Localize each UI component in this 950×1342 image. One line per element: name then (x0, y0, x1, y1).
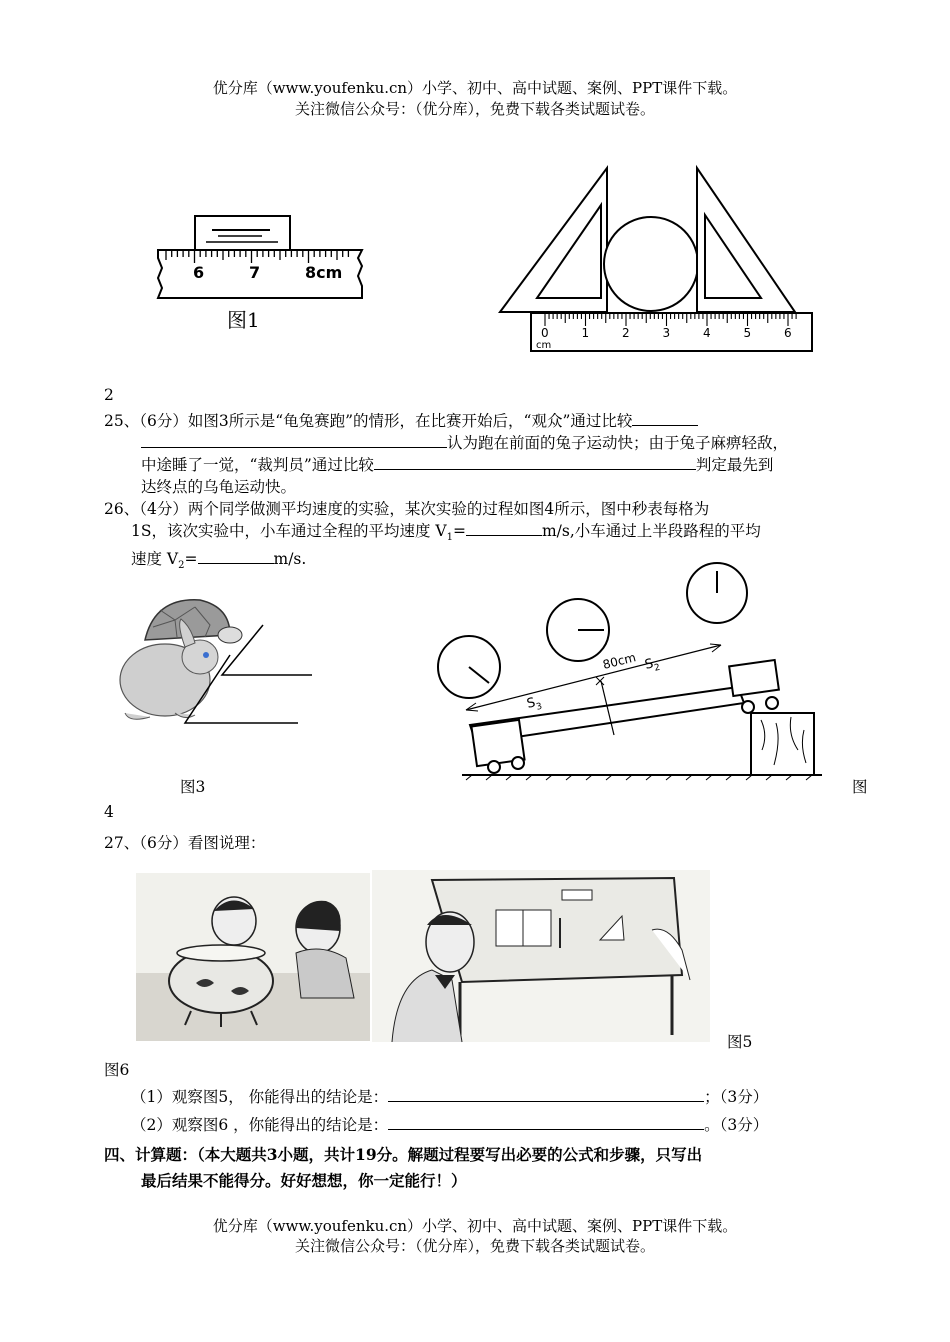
figure-3-tortoise-hare (115, 595, 325, 735)
ruler-label-0: 0 (541, 326, 549, 340)
q27-title: 27、（6分）看图说理： (104, 834, 266, 852)
q25-line-4: 达终点的乌龟运动快。 (141, 478, 297, 496)
s2-label: $S_2$ (643, 656, 662, 674)
cart-bottom (471, 720, 524, 773)
tick-label-6: 6 (193, 263, 205, 282)
figure-1-ruler (150, 210, 370, 335)
distance-label: 80cm (601, 650, 638, 672)
ruler-label-4: 4 (703, 326, 711, 340)
tick-label-7: 7 (249, 263, 261, 282)
circle (604, 217, 698, 311)
q27-blank-2[interactable] (388, 1129, 704, 1130)
stopwatch-3 (687, 563, 747, 623)
q25-line-1: 25、（6分）如图3所示是“龟兔赛跑”的情形，在比赛开始后，“观众”通过比较 (104, 410, 872, 432)
ruler-label-5: 5 (743, 326, 752, 340)
q27-item-1: （1）观察图5， 你能得出的结论是： ；（3分） (131, 1088, 769, 1106)
header-line-1: 优分库（www.youfenku.cn）小学、初中、高中试题、案例、PPT课件下载。 (212, 79, 738, 97)
q26-line-1: 26、（4分）两个同学做测平均速度的实验，某次实验的过程如图4所示，图中秒表每格为 (104, 500, 710, 518)
footer-line-2: 关注微信公众号：（优分库），免费下载各类试题试卷。 (294, 1237, 655, 1255)
q26-line-2: 1S，该次实验中，小车通过全程的平均速度 $V_1= m/s$,小车通过上半段路程的平均 (131, 522, 761, 544)
stopwatch-2 (547, 599, 609, 661)
ruler-label-3: 3 (662, 326, 671, 340)
figure-5-caption: 图5 (727, 1033, 753, 1051)
figure-3-caption: 图3 (180, 778, 206, 796)
ruler-label-1: 1 (581, 326, 590, 340)
section-4-line-2: 最后结果不能得分。好好想想，你一定能行！） (141, 1171, 467, 1190)
tick-label-8cm: 8cm (305, 263, 343, 282)
s3-label: $S_3$ (525, 695, 544, 713)
stray-number-4: 4 (104, 803, 114, 821)
right-triangle (697, 168, 795, 312)
figure-6-caption: 图6 (104, 1061, 130, 1079)
footer-line-1: 优分库（www.youfenku.cn）小学、初中、高中试题、案例、PPT课件下载。 (212, 1217, 738, 1235)
q27-item-2: （2）观察图6 ，你能得出的结论是： 。（3分） (131, 1116, 769, 1134)
stray-number-2: 2 (104, 386, 114, 404)
left-triangle (500, 168, 607, 312)
unit-label: cm (536, 340, 552, 351)
q27-blank-1[interactable] (388, 1101, 704, 1102)
q25-blank-1-cont[interactable] (141, 447, 447, 448)
ruler-label-2: 2 (622, 326, 630, 340)
figure-4-caption: 图 (852, 778, 868, 796)
q25-line-3: 中途睡了一觉，“裁判员”通过比较 判定最先到 (141, 456, 774, 474)
ruler-label-6: 6 (784, 326, 792, 340)
figure-2-circle-measure (495, 165, 825, 360)
figure-1-caption: 图1 (227, 308, 260, 332)
block (195, 216, 290, 250)
section-4-line-1: 四、计算题：（本大题共3小题，共计19分。解题过程要写出必要的公式和步骤，只写出 (104, 1145, 703, 1164)
figure-4-incline (436, 565, 822, 780)
support-block (751, 713, 814, 775)
q26-blank-v1[interactable] (466, 535, 542, 536)
q25-line-2: 认为跑在前面的兔子运动快；由于兔子麻痹轻敌， (141, 432, 872, 454)
picture-table (372, 870, 710, 1042)
q25-blank-2[interactable] (374, 469, 696, 470)
header-line-2: 关注微信公众号：（优分库），免费下载各类试题试卷。 (294, 100, 655, 118)
q26-line-3: 速度 $V_2= m/s$. (131, 550, 307, 572)
q26-blank-v2[interactable] (198, 563, 274, 564)
stopwatch-1 (438, 636, 500, 698)
picture-fishbowl (136, 873, 370, 1041)
q25-blank-1[interactable] (632, 425, 698, 426)
